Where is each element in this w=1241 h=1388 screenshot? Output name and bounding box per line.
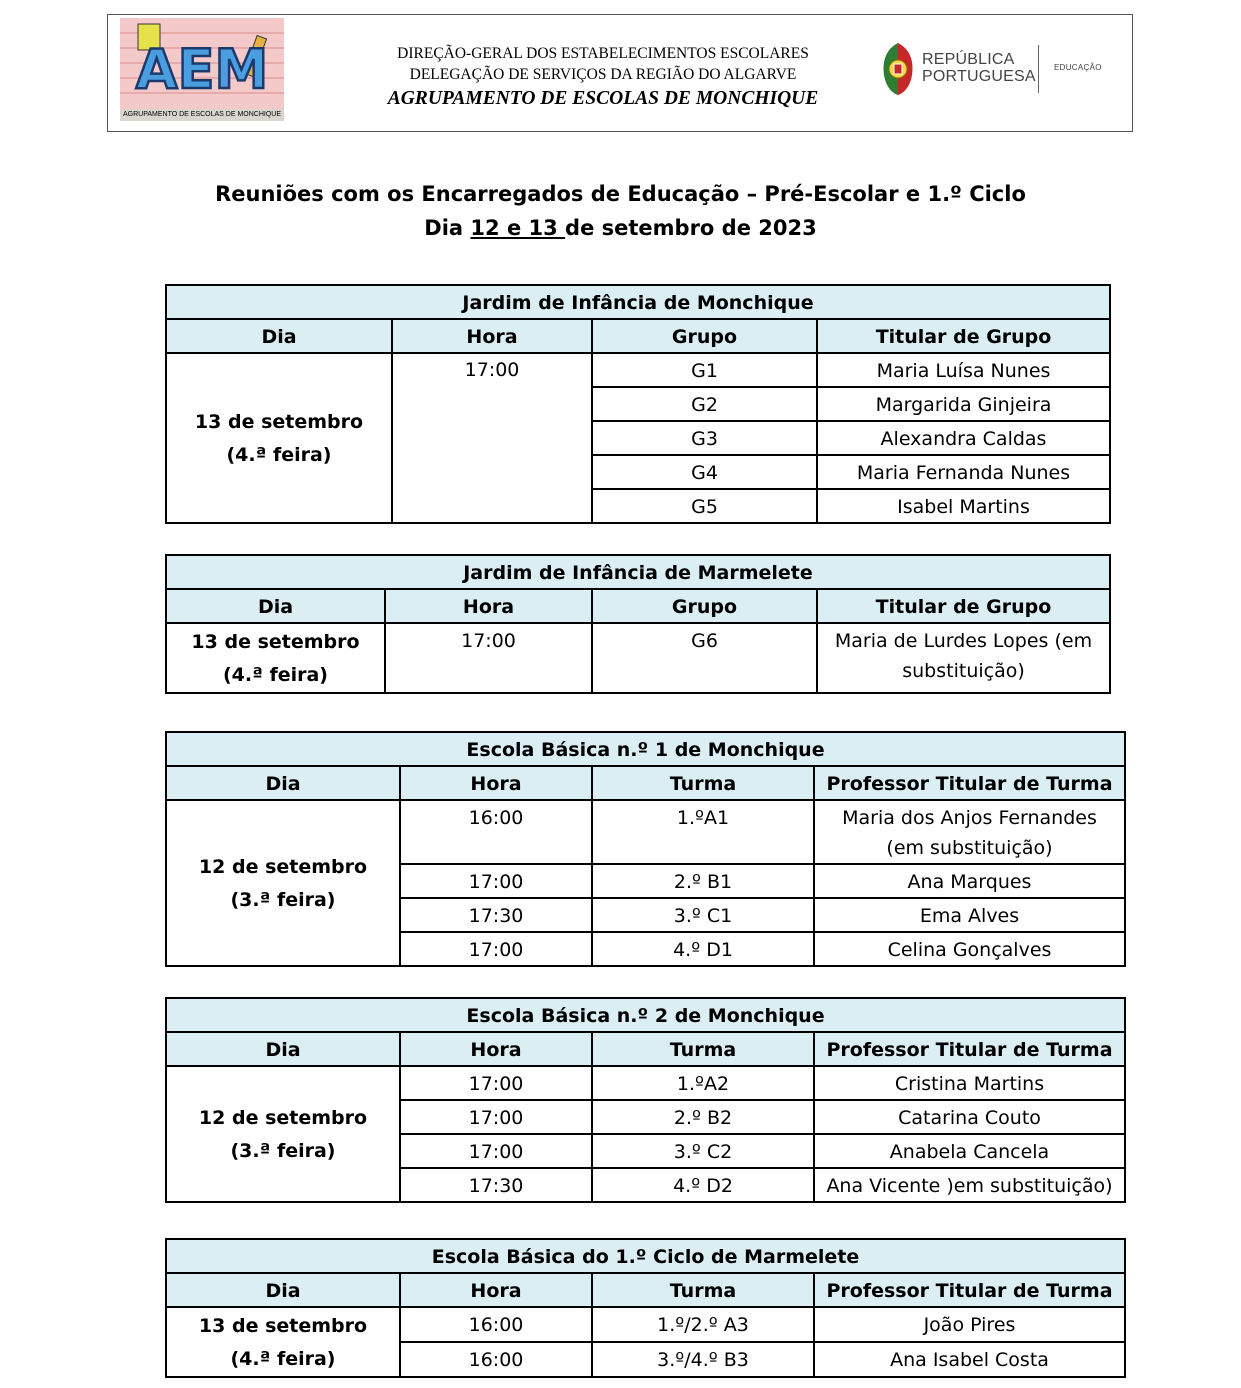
- professor-cell: Ema Alves: [814, 898, 1125, 932]
- day-weekday: (4.ª feira): [223, 664, 328, 686]
- professor-cell: Ana Vicente )em substituição): [814, 1168, 1125, 1202]
- professor-cell: Anabela Cancela: [814, 1134, 1125, 1168]
- col-header-titular: Titular de Grupo: [817, 589, 1110, 623]
- col-header-dia: Dia: [166, 319, 392, 353]
- hora-cell: 17:00: [400, 1066, 592, 1100]
- subtitle-suffix: de setembro de 2023: [565, 216, 817, 240]
- hora-cell: 16:00: [400, 1342, 592, 1377]
- turma-cell: 2.º B1: [592, 864, 814, 898]
- turma-cell: 3.º C2: [592, 1134, 814, 1168]
- hora-cell: 17:00: [400, 1100, 592, 1134]
- titular-line2: substituição): [902, 660, 1025, 682]
- school-name: Escola Básica n.º 2 de Monchique: [166, 998, 1125, 1032]
- day-weekday: (3.ª feira): [230, 889, 336, 911]
- logo-text: AEM: [135, 38, 269, 101]
- professor-line2: (em substituição): [886, 837, 1053, 859]
- col-header-dia: Dia: [166, 766, 400, 800]
- col-header-professor: Professor Titular de Turma: [814, 766, 1125, 800]
- day-weekday: (3.ª feira): [230, 1140, 336, 1162]
- grupo-cell: G3: [592, 421, 817, 455]
- day-date: 12 de setembro: [198, 1107, 368, 1129]
- hora-cell: 17:00: [392, 353, 592, 523]
- professor-cell: [814, 800, 1125, 864]
- col-header-hora: Hora: [400, 1273, 592, 1307]
- hora-cell: 17:00: [385, 623, 592, 693]
- day-date: 12 de setembro: [198, 856, 368, 878]
- turma-cell: 4.º D2: [592, 1168, 814, 1202]
- col-header-turma: Turma: [592, 1273, 814, 1307]
- col-header-grupo: Grupo: [592, 589, 817, 623]
- republica-portuguesa-logo: [880, 41, 1120, 97]
- republica-text: [922, 51, 1036, 85]
- titular-cell: Margarida Ginjeira: [817, 387, 1110, 421]
- grupo-cell: G5: [592, 489, 817, 523]
- table-eb2-monchique: [165, 997, 1126, 1203]
- hora-cell: 17:00: [400, 864, 592, 898]
- titular-cell: Maria Luísa Nunes: [817, 353, 1110, 387]
- hora-cell: 17:00: [400, 1134, 592, 1168]
- professor-cell: Catarina Couto: [814, 1100, 1125, 1134]
- hora-cell: 16:00: [400, 1307, 592, 1342]
- titular-cell: Isabel Martins: [817, 489, 1110, 523]
- hora-cell: 17:00: [400, 932, 592, 966]
- turma-cell: 2.º B2: [592, 1100, 814, 1134]
- school-name: Escola Básica n.º 1 de Monchique: [166, 732, 1125, 766]
- day-cell: [166, 623, 385, 693]
- document-title: Reuniões com os Encarregados de Educação – Pré-Escolar e 1.º Ciclo: [215, 182, 1026, 206]
- day-cell: [166, 353, 392, 523]
- turma-cell: 3.º/4.º B3: [592, 1342, 814, 1377]
- col-header-hora: Hora: [385, 589, 592, 623]
- col-header-titular: Titular de Grupo: [817, 319, 1110, 353]
- col-header-hora: Hora: [392, 319, 592, 353]
- letterhead-text: [338, 43, 868, 113]
- professor-line1: Maria dos Anjos Fernandes: [842, 807, 1097, 829]
- turma-cell: 1.º/2.º A3: [592, 1307, 814, 1342]
- school-name: Jardim de Infância de Monchique: [166, 285, 1110, 319]
- table-eb1-monchique: [165, 731, 1126, 967]
- day-cell: [166, 1307, 400, 1377]
- rp-line1: REPÚBLICA: [922, 51, 1015, 68]
- col-header-hora: Hora: [400, 1032, 592, 1066]
- professor-cell: João Pires: [814, 1307, 1125, 1342]
- day-date: 13 de setembro: [194, 411, 364, 433]
- grupo-cell: G2: [592, 387, 817, 421]
- school-name: Escola Básica do 1.º Ciclo de Marmelete: [166, 1239, 1125, 1273]
- titular-cell: [817, 623, 1110, 693]
- day-cell: [166, 1066, 400, 1202]
- col-header-professor: Professor Titular de Turma: [814, 1032, 1125, 1066]
- turma-cell: 1.ºA1: [592, 800, 814, 864]
- professor-cell: Cristina Martins: [814, 1066, 1125, 1100]
- school-group-line: AGRUPAMENTO DE ESCOLAS DE MONCHIQUE: [387, 88, 819, 109]
- flag-emblem-icon: [880, 41, 916, 97]
- day-date: 13 de setembro: [191, 631, 360, 653]
- col-header-hora: Hora: [400, 766, 592, 800]
- dgeste-line: DIREÇÃO-GERAL DOS ESTABELECIMENTOS ESCOLARES: [397, 45, 809, 62]
- hora-cell: 16:00: [400, 800, 592, 864]
- document-subtitle: [0, 216, 1241, 240]
- educacao-label: EDUCAÇÃO: [1054, 63, 1102, 72]
- day-cell: [166, 800, 400, 966]
- col-header-dia: Dia: [166, 589, 385, 623]
- divider: [1038, 45, 1039, 93]
- day-weekday: (4.ª feira): [226, 444, 332, 466]
- titular-cell: Alexandra Caldas: [817, 421, 1110, 455]
- logo-caption: AGRUPAMENTO DE ESCOLAS DE MONCHIQUE: [120, 109, 284, 121]
- hora-cell: 17:30: [400, 1168, 592, 1202]
- col-header-dia: Dia: [166, 1032, 400, 1066]
- subtitle-days: 12 e 13: [470, 216, 566, 240]
- turma-cell: 4.º D1: [592, 932, 814, 966]
- turma-cell: 3.º C1: [592, 898, 814, 932]
- day-weekday: (4.ª feira): [230, 1348, 336, 1370]
- aem-logo: [120, 18, 284, 110]
- school-name: Jardim de Infância de Marmelete: [166, 555, 1110, 589]
- grupo-cell: G6: [592, 623, 817, 693]
- letterhead: [107, 14, 1133, 132]
- col-header-turma: Turma: [592, 1032, 814, 1066]
- col-header-grupo: Grupo: [592, 319, 817, 353]
- table-ji-monchique: [165, 284, 1111, 524]
- titular-cell: Maria Fernanda Nunes: [817, 455, 1110, 489]
- table-ji-marmelete: [165, 554, 1111, 694]
- day-date: 13 de setembro: [198, 1315, 368, 1337]
- titular-line1: Maria de Lurdes Lopes (em: [834, 630, 1093, 652]
- hora-cell: 17:30: [400, 898, 592, 932]
- table-eb1-marmelete: [165, 1238, 1126, 1378]
- col-header-turma: Turma: [592, 766, 814, 800]
- grupo-cell: G1: [592, 353, 817, 387]
- col-header-professor: Professor Titular de Turma: [814, 1273, 1125, 1307]
- rp-line2: PORTUGUESA: [922, 68, 1036, 85]
- professor-cell: Ana Marques: [814, 864, 1125, 898]
- professor-cell: Celina Gonçalves: [814, 932, 1125, 966]
- turma-cell: 1.ºA2: [592, 1066, 814, 1100]
- grupo-cell: G4: [592, 455, 817, 489]
- delegation-line: DELEGAÇÃO DE SERVIÇOS DA REGIÃO DO ALGARVE: [409, 66, 797, 83]
- col-header-dia: Dia: [166, 1273, 400, 1307]
- subtitle-prefix: Dia: [424, 216, 471, 240]
- professor-cell: Ana Isabel Costa: [814, 1342, 1125, 1377]
